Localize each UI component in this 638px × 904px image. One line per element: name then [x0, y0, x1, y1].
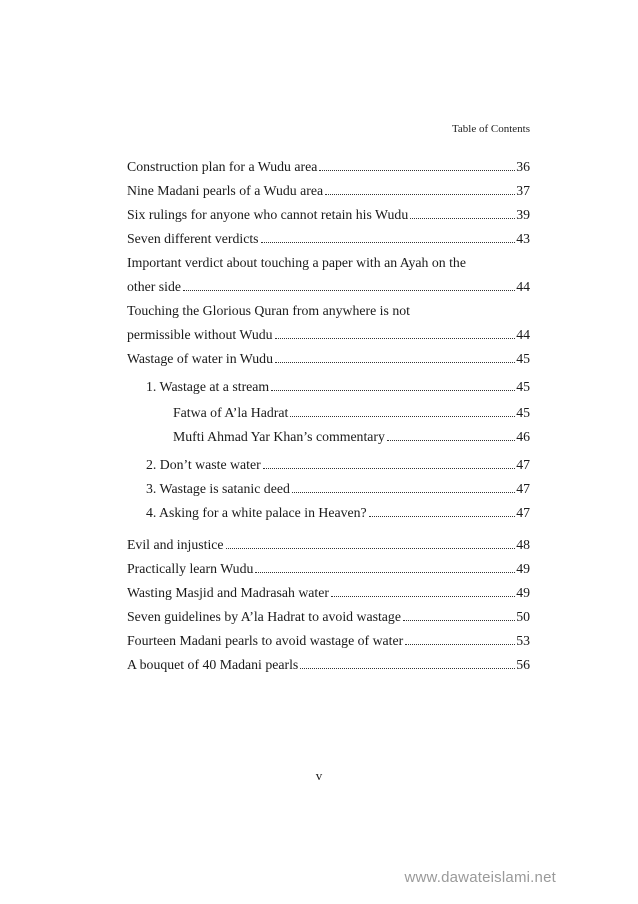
- toc-entry-title: Wastage of water in Wudu: [127, 351, 273, 366]
- toc-entry-title: permissible without Wudu: [127, 327, 273, 342]
- toc-entry[interactable]: [127, 347, 530, 371]
- toc-entry-title: Mufti Ahmad Yar Khan’s commentary: [173, 429, 385, 444]
- toc-entry[interactable]: [127, 323, 530, 347]
- toc-entry-title: 4. Asking for a white palace in Heaven?: [146, 505, 367, 520]
- toc-entry[interactable]: [127, 557, 530, 581]
- toc-entry-page: 50: [516, 609, 530, 624]
- dot-leader: [271, 389, 515, 391]
- dot-leader: [263, 467, 516, 469]
- toc-entry[interactable]: [127, 581, 530, 605]
- dot-leader: [387, 439, 515, 441]
- toc-entry-title: Seven guidelines by A’la Hadrat to avoid wastage: [127, 609, 401, 624]
- toc-entry[interactable]: [127, 275, 530, 299]
- toc-subentry[interactable]: [127, 477, 530, 501]
- toc-entry-page: 56: [516, 657, 530, 672]
- table-of-contents: [127, 155, 530, 677]
- dot-leader: [331, 595, 515, 597]
- toc-entry-page: 47: [516, 457, 530, 472]
- dot-leader: [319, 169, 515, 171]
- dot-leader: [410, 217, 515, 219]
- dot-leader: [405, 643, 515, 645]
- dot-leader: [369, 515, 516, 517]
- toc-entry-page: 45: [516, 405, 530, 420]
- dot-leader: [255, 571, 515, 573]
- toc-entry-title: 3. Wastage is satanic deed: [146, 481, 290, 496]
- toc-entry-page: 49: [516, 561, 530, 576]
- toc-subsubentry[interactable]: [127, 401, 530, 425]
- toc-entry[interactable]: [127, 227, 530, 251]
- toc-entry-page: 45: [516, 351, 530, 366]
- toc-subentry[interactable]: [127, 453, 530, 477]
- dot-leader: [275, 361, 515, 363]
- toc-entry-title: A bouquet of 40 Madani pearls: [127, 657, 299, 672]
- dot-leader: [183, 289, 515, 291]
- toc-entry-title: other side: [127, 279, 182, 294]
- toc-entry-title: Nine Madani pearls of a Wudu area: [127, 183, 324, 198]
- toc-entry[interactable]: [127, 179, 530, 203]
- toc-entry-title: Practically learn Wudu: [127, 561, 254, 576]
- toc-entry-page: 43: [516, 231, 530, 246]
- dot-leader: [300, 667, 515, 669]
- toc-entry-title: Fatwa of A’la Hadrat: [173, 405, 289, 420]
- toc-entry-page: 37: [516, 183, 530, 198]
- toc-entry-title: Construction plan for a Wudu area: [127, 159, 318, 174]
- running-header: Table of Contents: [451, 123, 530, 135]
- toc-entry-page: 49: [516, 585, 530, 600]
- dot-leader: [261, 241, 516, 243]
- toc-entry-title: Fourteen Madani pearls to avoid wastage of water: [127, 633, 404, 648]
- dot-leader: [226, 547, 516, 549]
- website-watermark: www.dawateislami.net: [404, 869, 556, 886]
- toc-entry-page: 44: [516, 279, 530, 294]
- toc-entry[interactable]: [127, 605, 530, 629]
- toc-entry-title-line1[interactable]: Important verdict about touching a paper with an Ayah on the: [127, 255, 466, 270]
- toc-entry-title: 1. Wastage at a stream: [146, 379, 270, 394]
- toc-entry-page: 47: [516, 481, 530, 496]
- toc-entry-title: Six rulings for anyone who cannot retain his Wudu: [127, 207, 409, 222]
- toc-entry-page: 39: [516, 207, 530, 222]
- toc-entry-title: 2. Don’t waste water: [146, 457, 261, 472]
- dot-leader: [325, 193, 515, 195]
- toc-entry-title-line1[interactable]: Touching the Glorious Quran from anywhere is not: [127, 303, 410, 318]
- dot-leader: [292, 491, 515, 493]
- toc-entry[interactable]: [127, 533, 530, 557]
- page-number: v: [315, 768, 323, 783]
- dot-leader: [275, 337, 516, 339]
- toc-entry-title: Seven different verdicts: [127, 231, 259, 246]
- toc-subentry[interactable]: [127, 501, 530, 525]
- toc-entry-page: 47: [516, 505, 530, 520]
- toc-entry-page: 45: [516, 379, 530, 394]
- toc-entry-page: 46: [516, 429, 530, 444]
- toc-entry-page: 53: [516, 633, 530, 648]
- toc-entry[interactable]: [127, 653, 530, 677]
- toc-entry-title: Wasting Masjid and Madrasah water: [127, 585, 329, 600]
- toc-entry-title: Evil and injustice: [127, 537, 224, 552]
- toc-subsubentry[interactable]: [127, 425, 530, 449]
- toc-entry[interactable]: [127, 155, 530, 179]
- toc-entry-page: 36: [516, 159, 530, 174]
- toc-subentry[interactable]: [127, 375, 530, 399]
- toc-entry[interactable]: [127, 203, 530, 227]
- dot-leader: [403, 619, 515, 621]
- dot-leader: [290, 415, 515, 417]
- toc-entry-page: 48: [516, 537, 530, 552]
- toc-entry[interactable]: [127, 629, 530, 653]
- toc-entry-page: 44: [516, 327, 530, 342]
